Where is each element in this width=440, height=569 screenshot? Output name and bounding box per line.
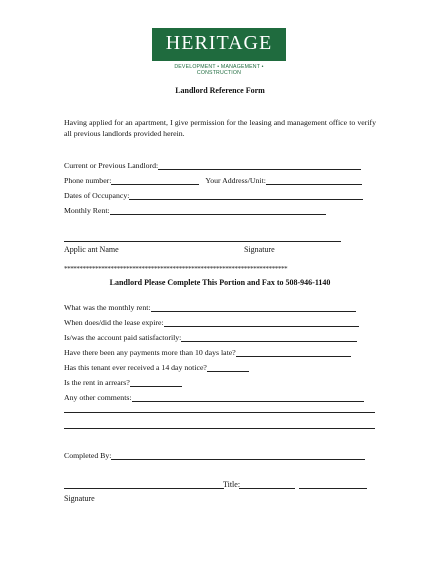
- logo-tagline: DEVELOPMENT • MANAGEMENT • CONSTRUCTION: [174, 64, 264, 76]
- answer-line[interactable]: [132, 393, 364, 402]
- dates-field: [64, 191, 363, 200]
- phone-input-line[interactable]: [111, 176, 199, 185]
- comment-line[interactable]: [64, 412, 375, 413]
- phone-address-row: [64, 176, 362, 185]
- question-label: When does/did the lease expire:: [64, 318, 164, 327]
- logo-name: HERITAGE: [165, 32, 273, 54]
- applicant-signature-label: Signature: [244, 245, 275, 254]
- answer-line[interactable]: [164, 318, 359, 327]
- answer-line[interactable]: [207, 363, 249, 372]
- question-label: Has this tenant ever received a 14 day notice?: [64, 363, 207, 372]
- question-label: Any other comments:: [64, 393, 132, 402]
- landlord-signature-line[interactable]: [64, 488, 224, 489]
- question-row: [64, 333, 357, 342]
- answer-line[interactable]: [181, 333, 357, 342]
- landlord-signature-label: Signature: [64, 494, 95, 503]
- dates-label: Dates of Occupancy:: [64, 191, 130, 200]
- question-row: [64, 318, 359, 327]
- question-row: [64, 363, 249, 372]
- question-label: Is the rent in arrears?: [64, 378, 130, 387]
- rent-input-line[interactable]: [110, 206, 326, 215]
- comment-line[interactable]: [64, 428, 375, 429]
- answer-line[interactable]: [151, 303, 356, 312]
- address-input-line[interactable]: [266, 176, 362, 185]
- answer-line[interactable]: [236, 348, 351, 357]
- question-row: [64, 348, 351, 357]
- completed-by-label: Completed By:: [64, 451, 112, 460]
- question-row: [64, 393, 364, 402]
- question-row: [64, 378, 182, 387]
- question-label: Is/was the account paid satisfactorily:: [64, 333, 182, 342]
- applicant-signature-line[interactable]: [64, 241, 341, 242]
- completed-by-line[interactable]: [111, 451, 365, 460]
- address-label: Your Address/Unit:: [205, 176, 266, 185]
- answer-line[interactable]: [130, 378, 182, 387]
- dates-input-line[interactable]: [129, 191, 363, 200]
- landlord-section-heading: Landlord Please Complete This Portion and Fax to 508-946-1140: [109, 278, 331, 287]
- intro-paragraph: Having applied for an apartment, I give permission for the leasing and management office to verify all previous landlords provided herein.: [64, 118, 376, 138]
- completed-by-field: [64, 451, 365, 460]
- phone-label: Phone number:: [64, 176, 112, 185]
- title-line[interactable]: [239, 488, 295, 489]
- title-label: Title:: [223, 480, 241, 489]
- form-title: Landlord Reference Form: [175, 86, 265, 95]
- applicant-name-label: Applic ant Name: [64, 245, 119, 254]
- question-label: What was the monthly rent:: [64, 303, 151, 312]
- landlord-input-line[interactable]: [158, 161, 361, 170]
- company-logo: [152, 28, 286, 61]
- rent-field: [64, 206, 326, 215]
- question-row: [64, 303, 356, 312]
- landlord-label: Current or Previous Landlord:: [64, 161, 159, 170]
- question-label: Have there been any payments more than 10 days late?: [64, 348, 236, 357]
- separator-stars: ************************************************************************: [64, 265, 288, 273]
- date-line[interactable]: [299, 488, 367, 489]
- landlord-field: [64, 161, 361, 170]
- rent-label: Monthly Rent:: [64, 206, 110, 215]
